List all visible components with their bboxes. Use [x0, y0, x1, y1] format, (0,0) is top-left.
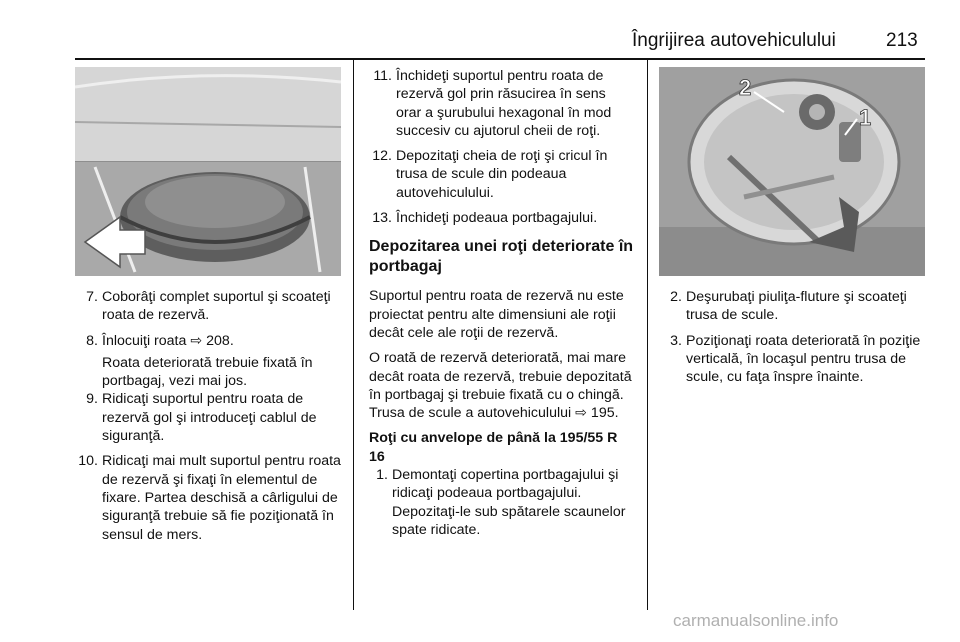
list-item [369, 147, 634, 202]
watermark[interactable]: carmanualsonline.info [673, 611, 839, 630]
list-item [75, 288, 343, 325]
middle-column [369, 67, 634, 546]
left-column [75, 288, 343, 551]
item-number: 3. [670, 332, 682, 349]
item-text: Închideţi suportul pentru roata de rezervă gol prin răsucirea în sens orar a şurubului hexagonal în mod succesiv cu ajutorul cheii de roţi. [396, 68, 612, 139]
column-divider-left [353, 60, 354, 610]
list-item [75, 332, 343, 350]
tool-kit-illustration [659, 67, 925, 276]
item-number: 1. [376, 467, 388, 484]
header-title: Îngrijirea autovehiculului [632, 30, 836, 51]
item-number: 10. [78, 453, 98, 470]
right-column [659, 288, 927, 393]
page-number: 213 [886, 30, 918, 51]
list-item [75, 452, 343, 543]
callout-1: 1 [859, 105, 872, 130]
list-item [659, 332, 927, 387]
item-text: Ridicaţi suportul pentru roata de rezervă gol şi introduceţi cablul de siguranţă. [102, 391, 317, 445]
section-heading: Depozitarea unei roţi deteriorate în portbagaj [369, 238, 634, 276]
header-rule [75, 58, 925, 60]
item-number: 12. [372, 148, 392, 165]
item-number: 13. [372, 210, 392, 227]
item-text: Înlocuiţi roata ⇨ 208. [102, 332, 234, 349]
column-divider-right [647, 60, 648, 610]
item-number: 8. [86, 332, 98, 349]
list-item [659, 288, 927, 325]
item-text: Depozitaţi cheia de roţi şi cricul în trusa de scule din podeaua autovehiculului. [396, 148, 608, 201]
list-item [369, 209, 634, 227]
spare-wheel-illustration [75, 67, 341, 276]
callout-2: 2 [739, 75, 752, 100]
list-item [369, 67, 634, 140]
item-number: 2. [670, 289, 682, 305]
item-text: Închideţi podeaua portbagajului. [396, 210, 598, 227]
item-note: Roata deteriorată trebuie fixată în portbagaj, vezi mai jos. [102, 354, 313, 390]
item-number: 9. [86, 391, 98, 408]
item-text: Poziţionaţi roata deteriorată în poziţie verticală, în locaşul pentru trusa de scule, cu faţa înspre înainte. [686, 332, 921, 386]
list-item [75, 390, 343, 445]
paragraph: O roată de rezervă deteriorată, mai mare decât roata de rezervă, trebuie depozitată în portbagaj şi trebuie fixată cu o chingă. Trusa de scule a autovehiculului ⇨ 195. [369, 350, 632, 422]
paragraph: Suportul pentru roata de rezervă nu este proiectat pentru alte dimensiuni ale roţii decât cele ale roţii de rezervă. [369, 288, 624, 341]
item-text: Deşurubaţi piuliţa-fluture şi scoateţi trusa de scule. [686, 289, 907, 324]
item-number: 11. [373, 68, 392, 84]
item-text: Ridicaţi mai mult suportul pentru roata de rezervă şi fixaţi în elementul de fixare. Partea deschisă a cârligului de siguranţă trebuie să fie poziţionată în sensul de mers. [102, 453, 341, 543]
subheading: Roţi cu anvelope de până la 195/55 R 16 [369, 430, 618, 465]
item-text: Coborâţi complet suportul şi scoateţi roata de rezervă. [102, 289, 331, 324]
list-item [365, 466, 634, 539]
item-text: Demontaţi copertina portbagajului şi ridicaţi podeaua portbagajului. Depozitaţi-le sub spătarele scaunelor spate ridicate. [392, 467, 626, 538]
item-number: 7. [86, 289, 98, 305]
